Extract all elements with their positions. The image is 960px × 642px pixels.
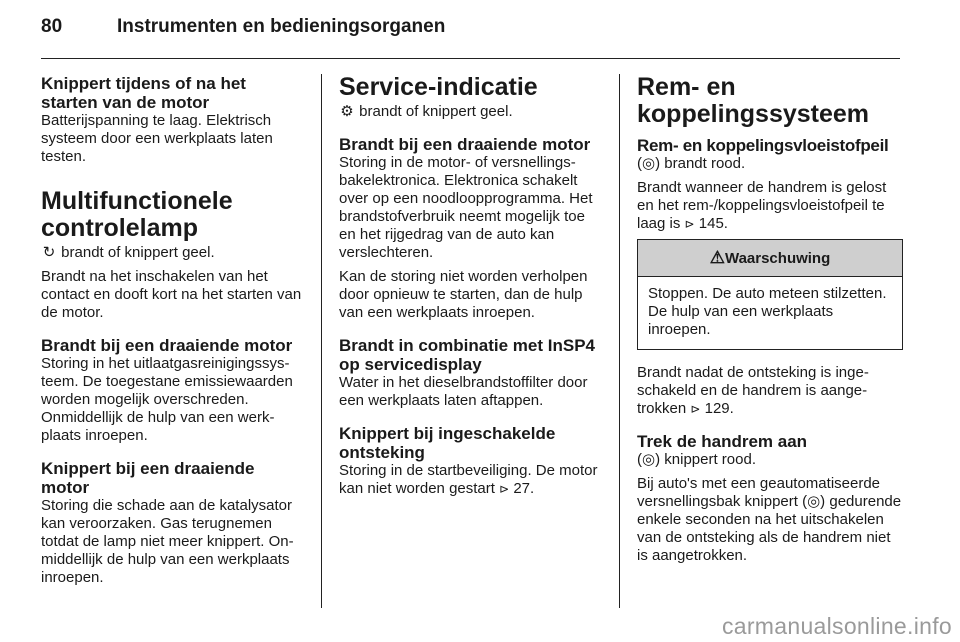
section-title: Rem- en koppelingssysteem [637, 73, 870, 128]
brake-warning-icon: (◎) [802, 493, 826, 510]
section-text: Storing die schade aan de katalysator kan veroorzaken. Gas terugnemen totdat de lamp niet meer knippert. Onmiddellijk de hulp van een werkplaats inroepen. [41, 497, 294, 586]
section-heading: Knippert bij ingeschakelde ontsteking [339, 424, 556, 462]
section-heading: Knippert tijdens of na het starten van de motor [41, 74, 246, 112]
warning-header [638, 240, 902, 277]
section-text: Brandt na het inschakelen van het contact en dooft kort na het starten van de motor. [41, 268, 302, 321]
header-rule [41, 58, 900, 59]
section-heading: Trek de handrem aan [637, 432, 808, 451]
indicator-line [637, 155, 903, 173]
section-text [637, 364, 903, 418]
warning-text: Stoppen. De auto meteen stilzetten. De hulp van een werkplaats inroepen. [648, 285, 887, 338]
section-text-part: Bij auto's met een geautomatiseerde versnellingsbak knippert [637, 475, 881, 510]
indicator-line [637, 451, 903, 469]
section-heading: Rem- en koppelingsvloeistofpeil [637, 136, 889, 155]
warning-triangle-icon: ⚠ [709, 248, 725, 267]
column-2 [339, 74, 605, 498]
page-number: 80 [41, 16, 63, 37]
section-text-part: gedurende enkele seconden na het uitschakelen van de ontsteking als de handrem niet is aangetrokken. [637, 493, 902, 564]
section-text: Batterijspanning te laag. Elektrisch systeem door een werkplaats laten testen. [41, 112, 273, 165]
page-ref[interactable]: 145. [698, 215, 728, 232]
indicator-text: knippert rood. [664, 451, 756, 468]
section-text [339, 462, 605, 498]
section-heading: Brandt bij een draaiende motor [339, 135, 591, 154]
indicator-text: brandt of knippert geel. [359, 103, 513, 120]
section-title: Multifunctionele controlelamp [41, 187, 233, 242]
indicator-line [339, 103, 605, 121]
section-text [637, 179, 903, 233]
section-heading: Knippert bij een draaiende motor [41, 459, 255, 497]
warning-title: Waarschuwing [724, 250, 831, 267]
section-text: Storing in de motor- of versnellingsbakelektronica. Elektronica schakelt over op een noodloopprogramma. Het brandstofverbruik neemt mogelijk toe en het rijgedrag van de auto kan verslechteren. [339, 154, 593, 261]
page-ref[interactable]: 27. [513, 480, 535, 497]
section-text: Water in het dieselbrandstoffilter door een werkplaats laten aftappen. [339, 374, 588, 409]
column-divider-2 [619, 74, 620, 608]
page-ref[interactable]: 129. [704, 400, 734, 417]
brake-warning-icon: (◎) [637, 155, 661, 172]
column-3 [637, 74, 903, 565]
mil-icon: ↻ [42, 244, 56, 261]
page-header [41, 16, 445, 46]
section-text-part: Brandt nadat de ontsteking is ingeschakeld en de handrem is aangetrokken [637, 364, 869, 417]
page-ref-icon: ⊳ [499, 482, 510, 496]
indicator-text: brandt of knippert geel. [61, 244, 215, 261]
watermark: carmanualsonline.info [721, 613, 952, 639]
section-heading: Brandt bij een draaiende motor [41, 336, 293, 355]
column-divider-1 [321, 74, 322, 608]
section-text-part: Brandt wanneer de handrem is gelost en het rem-/koppelingsvloeistofpeil te laag is [637, 179, 887, 232]
brake-warning-icon: (◎) [637, 451, 661, 468]
page-ref-icon: ⊳ [690, 402, 701, 416]
section-text [637, 475, 903, 565]
indicator-text: brandt rood. [664, 155, 746, 172]
section-title: Service-indicatie [339, 73, 538, 101]
page-ref-icon: ⊳ [684, 217, 695, 231]
page-title: Instrumenten en bedieningsorganen [117, 16, 446, 37]
column-1 [41, 74, 307, 587]
section-text: Kan de storing niet worden verholpen door opnieuw te starten, dan de hulp van een werkplaats inroepen. [339, 268, 588, 321]
warning-box [637, 239, 903, 350]
section-heading: Brandt in combinatie met InSP4 op servicedisplay [339, 336, 595, 374]
section-text-part: Storing in de startbeveiliging. De motor kan niet worden gestart [339, 462, 598, 497]
section-text: Storing in het uitlaatgasreinigingssysteem. De toegestane emissiewaarden worden mogelijk overschreden. Onmiddellijk de hulp van een werkplaats inroepen. [41, 355, 293, 444]
service-wrench-icon: ⚙ [340, 103, 354, 120]
indicator-line [41, 244, 307, 262]
